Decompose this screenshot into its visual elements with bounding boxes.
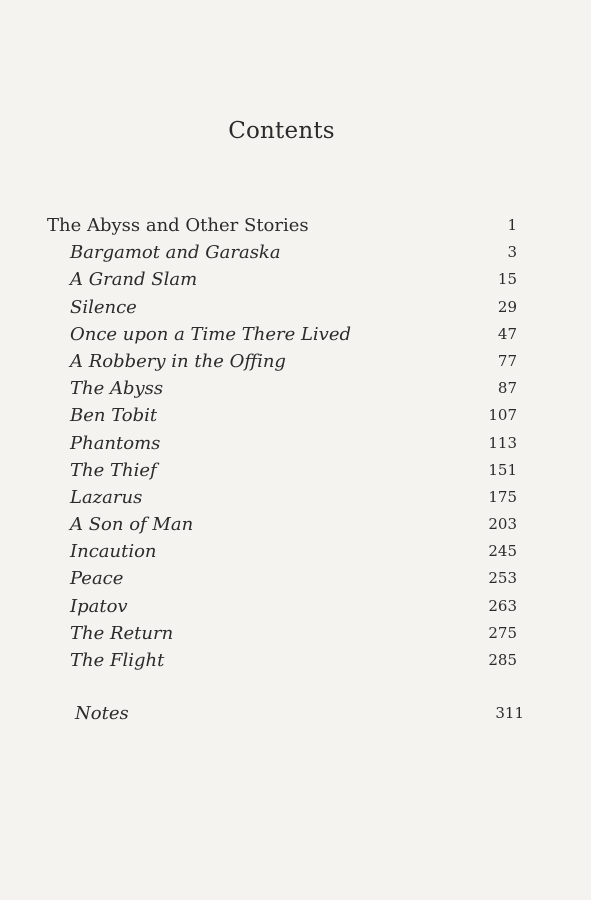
toc-entry-page: 47	[497, 324, 517, 343]
toc-entry-title: A Grand Slam	[70, 269, 198, 291]
toc-entry-title: The Abyss	[70, 378, 164, 400]
toc-entry-title: Peace	[70, 568, 124, 590]
toc-entry[interactable]	[0, 430, 591, 457]
toc-entry-title: The Abyss and Other Stories	[47, 215, 309, 236]
toc-entry[interactable]	[0, 457, 591, 484]
toc-entry-title: Phantoms	[70, 432, 161, 454]
toc-entry-title: A Robbery in the Offing	[70, 350, 286, 372]
toc-notes-entry[interactable]	[0, 700, 591, 727]
toc-entry[interactable]	[0, 511, 591, 538]
toc-entry-page: 15	[497, 270, 517, 289]
toc-entry[interactable]	[0, 321, 591, 348]
toc-entry-page: 87	[497, 379, 517, 398]
toc-entry-title: Lazarus	[70, 486, 143, 508]
toc-entry-page: 245	[488, 542, 517, 561]
toc-entry[interactable]	[0, 294, 591, 321]
toc-entry-title: The Flight	[70, 650, 165, 671]
toc-entry[interactable]	[0, 593, 591, 620]
toc-entry-page: 253	[488, 569, 517, 588]
toc-entry[interactable]	[0, 266, 591, 293]
toc-entry-title: Silence	[70, 296, 137, 318]
toc-entry-page: 77	[497, 351, 517, 370]
toc-entry[interactable]	[0, 402, 591, 429]
toc-entry[interactable]	[0, 239, 591, 266]
toc-entry-page: 311	[495, 704, 524, 722]
toc-entry-page: 3	[507, 243, 517, 262]
toc-entry-page: 275	[488, 623, 517, 642]
toc-entry-page: 113	[488, 433, 517, 452]
toc-entry-page: 107	[488, 406, 517, 425]
toc-entry[interactable]	[0, 565, 591, 592]
toc-entry-page: 175	[488, 487, 517, 506]
toc-entry[interactable]	[0, 647, 591, 674]
toc-entry-page: 263	[488, 596, 517, 615]
toc-entry-title: The Thief	[70, 459, 157, 481]
toc-entry-page: 29	[497, 297, 517, 316]
toc-entry[interactable]	[0, 375, 591, 402]
toc-entry[interactable]	[0, 348, 591, 375]
toc-entry-title: A Son of Man	[70, 514, 194, 536]
toc-entry[interactable]	[0, 538, 591, 565]
toc-entry-page: 151	[488, 460, 517, 479]
toc-entry-page: 285	[488, 651, 517, 669]
toc-section-entry[interactable]	[0, 212, 591, 239]
toc-entry-page: 1	[507, 216, 517, 234]
toc-entry-title: Incaution	[70, 541, 157, 563]
toc-entry[interactable]	[0, 484, 591, 511]
toc-entry-title: Bargamot and Garaska	[70, 242, 281, 264]
toc-entry-title: The Return	[70, 622, 174, 644]
toc-entry-page: 203	[488, 515, 517, 534]
toc-entry-title: Ben Tobit	[70, 405, 158, 427]
page-title: Contents	[228, 118, 335, 144]
toc-entry[interactable]	[0, 620, 591, 647]
table-of-contents	[0, 212, 591, 674]
toc-entry-title: Ipatov	[70, 595, 128, 617]
toc-entry-title: Notes	[75, 703, 129, 724]
toc-entry-title: Once upon a Time There Lived	[70, 323, 352, 345]
